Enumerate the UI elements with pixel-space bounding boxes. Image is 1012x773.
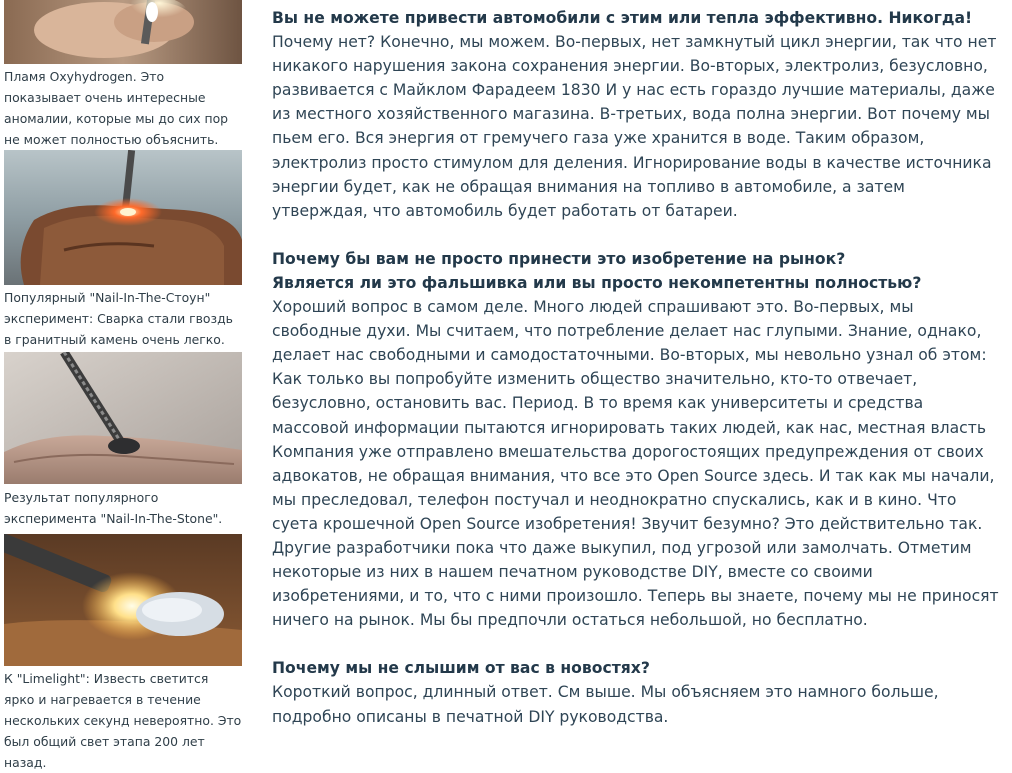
faq-question-secondary: Является ли это фальшивка или вы просто некомпетентны полностью? <box>272 273 922 292</box>
figure-caption: К "Limelight": Известь светится ярко и нагревается в течение нескольких секунд невероятно. Это был общий свет этапа 200 лет назад. <box>4 671 242 770</box>
figure-caption: Результат популярного эксперимента "Nail-In-The-Stone". <box>4 490 223 526</box>
figure-oxyhydrogen <box>4 0 242 150</box>
photo-oxyhydrogen-flame <box>4 0 242 64</box>
figure-caption: Популярный "Nail-In-The-Стоун" эксперимент: Сварка стали гвоздь в гранитный камень очень легко. <box>4 290 233 347</box>
faq-question: Почему бы вам не просто принести это изобретение на рынок? <box>272 249 846 268</box>
faq-question: Почему мы не слышим от вас в новостях? <box>272 659 650 678</box>
figure-nail-result <box>4 352 242 529</box>
figure-nail-in-stone <box>4 150 242 350</box>
faq-answer: Почему нет? Конечно, мы можем. Во-первых, нет замкнутый цикл энергии, так что нет никакого нарушения закона сохранения энергии. Во-вторых, электролиз, безусловно, развивается с Майклом Фарадеем 1830 И у нас есть гораздо лучшие материалы, даже из местного хозяйственного магазина. В-третьих, вода полна энергии. Вот почему мы пьем его. Вся энергия от гремучего газа уже хранится в воде. Таким образом, электролиз просто стимулом для деления. Игнорирование воды в качестве источника энергии будет, как не обращая внимания на топливо в автомобиле, а затем утверждая, что автомобиль будет работать от батареи. <box>272 33 997 220</box>
faq-content <box>272 6 1000 729</box>
faq-section <box>272 6 1000 223</box>
figure-limelight <box>4 534 242 773</box>
faq-answer: Хороший вопрос в самом деле. Много людей спрашивают это. Во-первых, мы свободные духи. Мы считаем, что потребление делает нас глупыми. Знание, однако, делает нас свободными и самодостаточными. Во-вторых, мы невольно узнал об этом: Как только вы попробуйте изменить общество значительно, кто-то отвечает, безусловно, остановить вас. Период. В то время как университеты и средства массовой информации пытаются игнорировать таких людей, как нас, местная власть Компания уже отправлено вмешательства дорогостоящих предупреждения от своих адвокатов, не обращая внимания, что все это Open Source здесь. И так как мы начали, мы преследовал, телефон постучал и неоднократно спускались, как и в кино. Что суета крошечной Open Source изобретения! Звучит безумно? Это действительно так. Другие разработчики пока что даже выкупил, под угрозой или замолчать. Отметим некоторые из них в нашем печатном руководстве DIY, вместе со своими изобретениями, и то, что с ними произошло. Теперь вы знаете, почему мы не приносят ничего на рынок. Мы бы предпочли остаться небольшой, но бесплатно. <box>272 298 999 630</box>
faq-answer: Короткий вопрос, длинный ответ. См выше. Мы объясняем это намного больше, подробно описаны в печатной DIY руководства. <box>272 683 939 726</box>
photo-nail-result <box>4 352 242 484</box>
figure-caption: Пламя Oxyhydrogen. Это показывает очень интересные аномалии, которые мы до сих пор не может полностью объяснить. <box>4 69 229 147</box>
faq-section <box>272 656 1000 728</box>
faq-question: Вы не можете привести автомобили с этим или тепла эффективно. Никогда! <box>272 9 973 27</box>
faq-section <box>272 247 1000 633</box>
photo-limelight <box>4 534 242 666</box>
photo-nail-welding <box>4 150 242 285</box>
